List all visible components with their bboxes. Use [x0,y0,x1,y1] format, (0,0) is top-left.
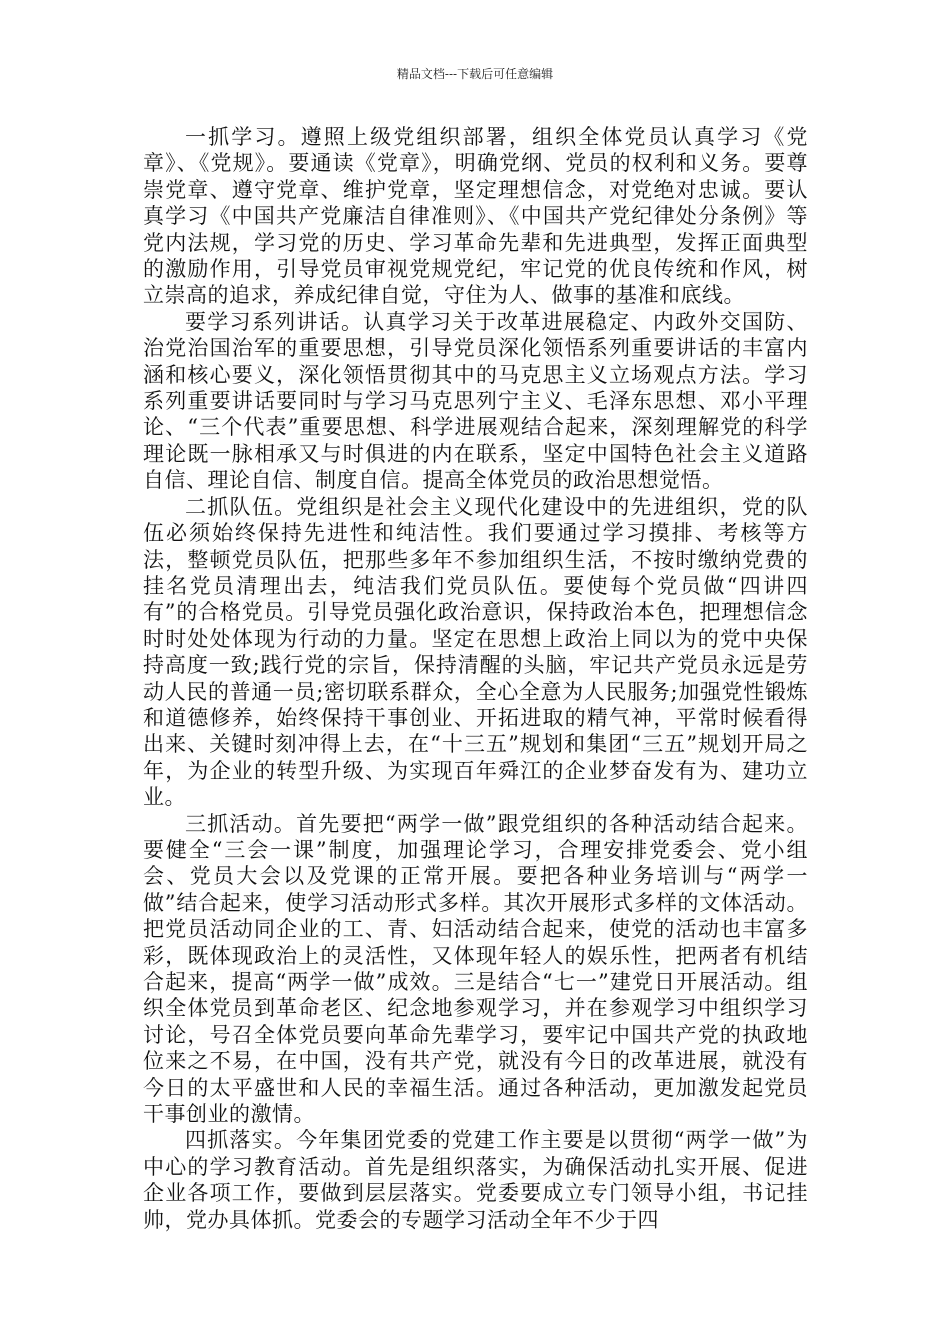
paragraph-speeches: 要学习系列讲话。认真学习关于改革进展稳定、内政外交国防、治党治国治军的重要思想，引导党员深化领悟系列重要讲话的丰富内涵和核心要义，深化领悟贯彻其中的马克思主义立场观点方法。学习系列重要讲话要同时与学习马克思列宁主义、毛泽东思想、邓小平理论、“三个代表”重要思想、科学进展观结合起来，深刻理解党的科学理论既一脉相承又与时俱进的内在联系，坚定中国特色社会主义道路自信、理论自信、制度自信。提高全体党员的政治思想觉悟。 [143,309,808,493]
page-header: 精品文档---下载后可任意编辑 [396,67,554,81]
paragraph-team: 二抓队伍。党组织是社会主义现代化建设中的先进组织，党的队伍必须始终保持先进性和纯洁性。我们要通过学习摸排、考核等方法，整顿党员队伍，把那些多年不参加组织生活，不按时缴纳党费的挂名党员清理出去，纯洁我们党员队伍。要使每个党员做“四讲四有”的合格党员。引导党员强化政治意识，保持政治本色，把理想信念时时处处体现为行动的力量。坚定在思想上政治上同以为的党中央保持高度一致;践行党的宗旨，保持清醒的头脑，牢记共产党员永远是劳动人民的普通一员;密切联系群众，全心全意为人民服务;加强党性锻炼和道德修养，始终保持干事创业、开拓进取的精气神，平常时候看得出来、关键时刻冲得上去，在“十三五”规划和集团“三五”规划开局之年，为企业的转型升级、为实现百年舜江的企业梦奋发有为、建功立业。 [143,494,808,810]
paragraph-study: 一抓学习。遵照上级党组织部署，组织全体党员认真学习《党章》、《党规》。要通读《党章》，明确党纲、党员的权利和义务。要尊崇党章、遵守党章、维护党章，坚定理想信念，对党绝对忠诚。要认真学习《中国共产党廉洁自律准则》、《中国共产党纪律处分条例》等党内法规，学习党的历史、学习革命先辈和先进典型，发挥正面典型的激励作用，引导党员审视党规党纪，牢记党的优良传统和作风，树立崇高的追求，养成纪律自觉，守住为人、做事的基准和底线。 [143,125,808,308]
paragraph-implementation: 四抓落实。今年集团党委的党建工作主要是以贯彻“两学一做”为中心的学习教育活动。首先是组织落实，为确保活动扎实开展、促进企业各项工作，要做到层层落实。党委要成立专门领导小组，书记挂帅，党办具体抓。党委会的专题学习活动全年不少于四 [143,1128,808,1232]
document-body [143,124,808,1233]
paragraph-activities: 三抓活动。首先要把“两学一做”跟党组织的各种活动结合起来。要健全“三会一课”制度，加强理论学习，合理安排党委会、党小组会、党员大会以及党课的正常开展。要把各种业务培训与“两学一做”结合起来，使学习活动形式多样。其次开展形式多样的文体活动。把党员活动同企业的工、青、妇活动结合起来，使党的活动也丰富多彩，既体现政治上的灵活性，又体现年轻人的娱乐性，把两者有机结合起来，提高“两学一做”成效。三是结合“七一”建党日开展活动。组织全体党员到革命老区、纪念地参观学习，并在参观学习中组织学习讨论，号召全体党员要向革命先辈学习，要牢记中国共产党的执政地位来之不易，在中国，没有共产党，就没有今日的改革进展，就没有今日的太平盛世和人民的幸福生活。通过各种活动，更加激发起党员干事创业的激情。 [143,811,808,1127]
